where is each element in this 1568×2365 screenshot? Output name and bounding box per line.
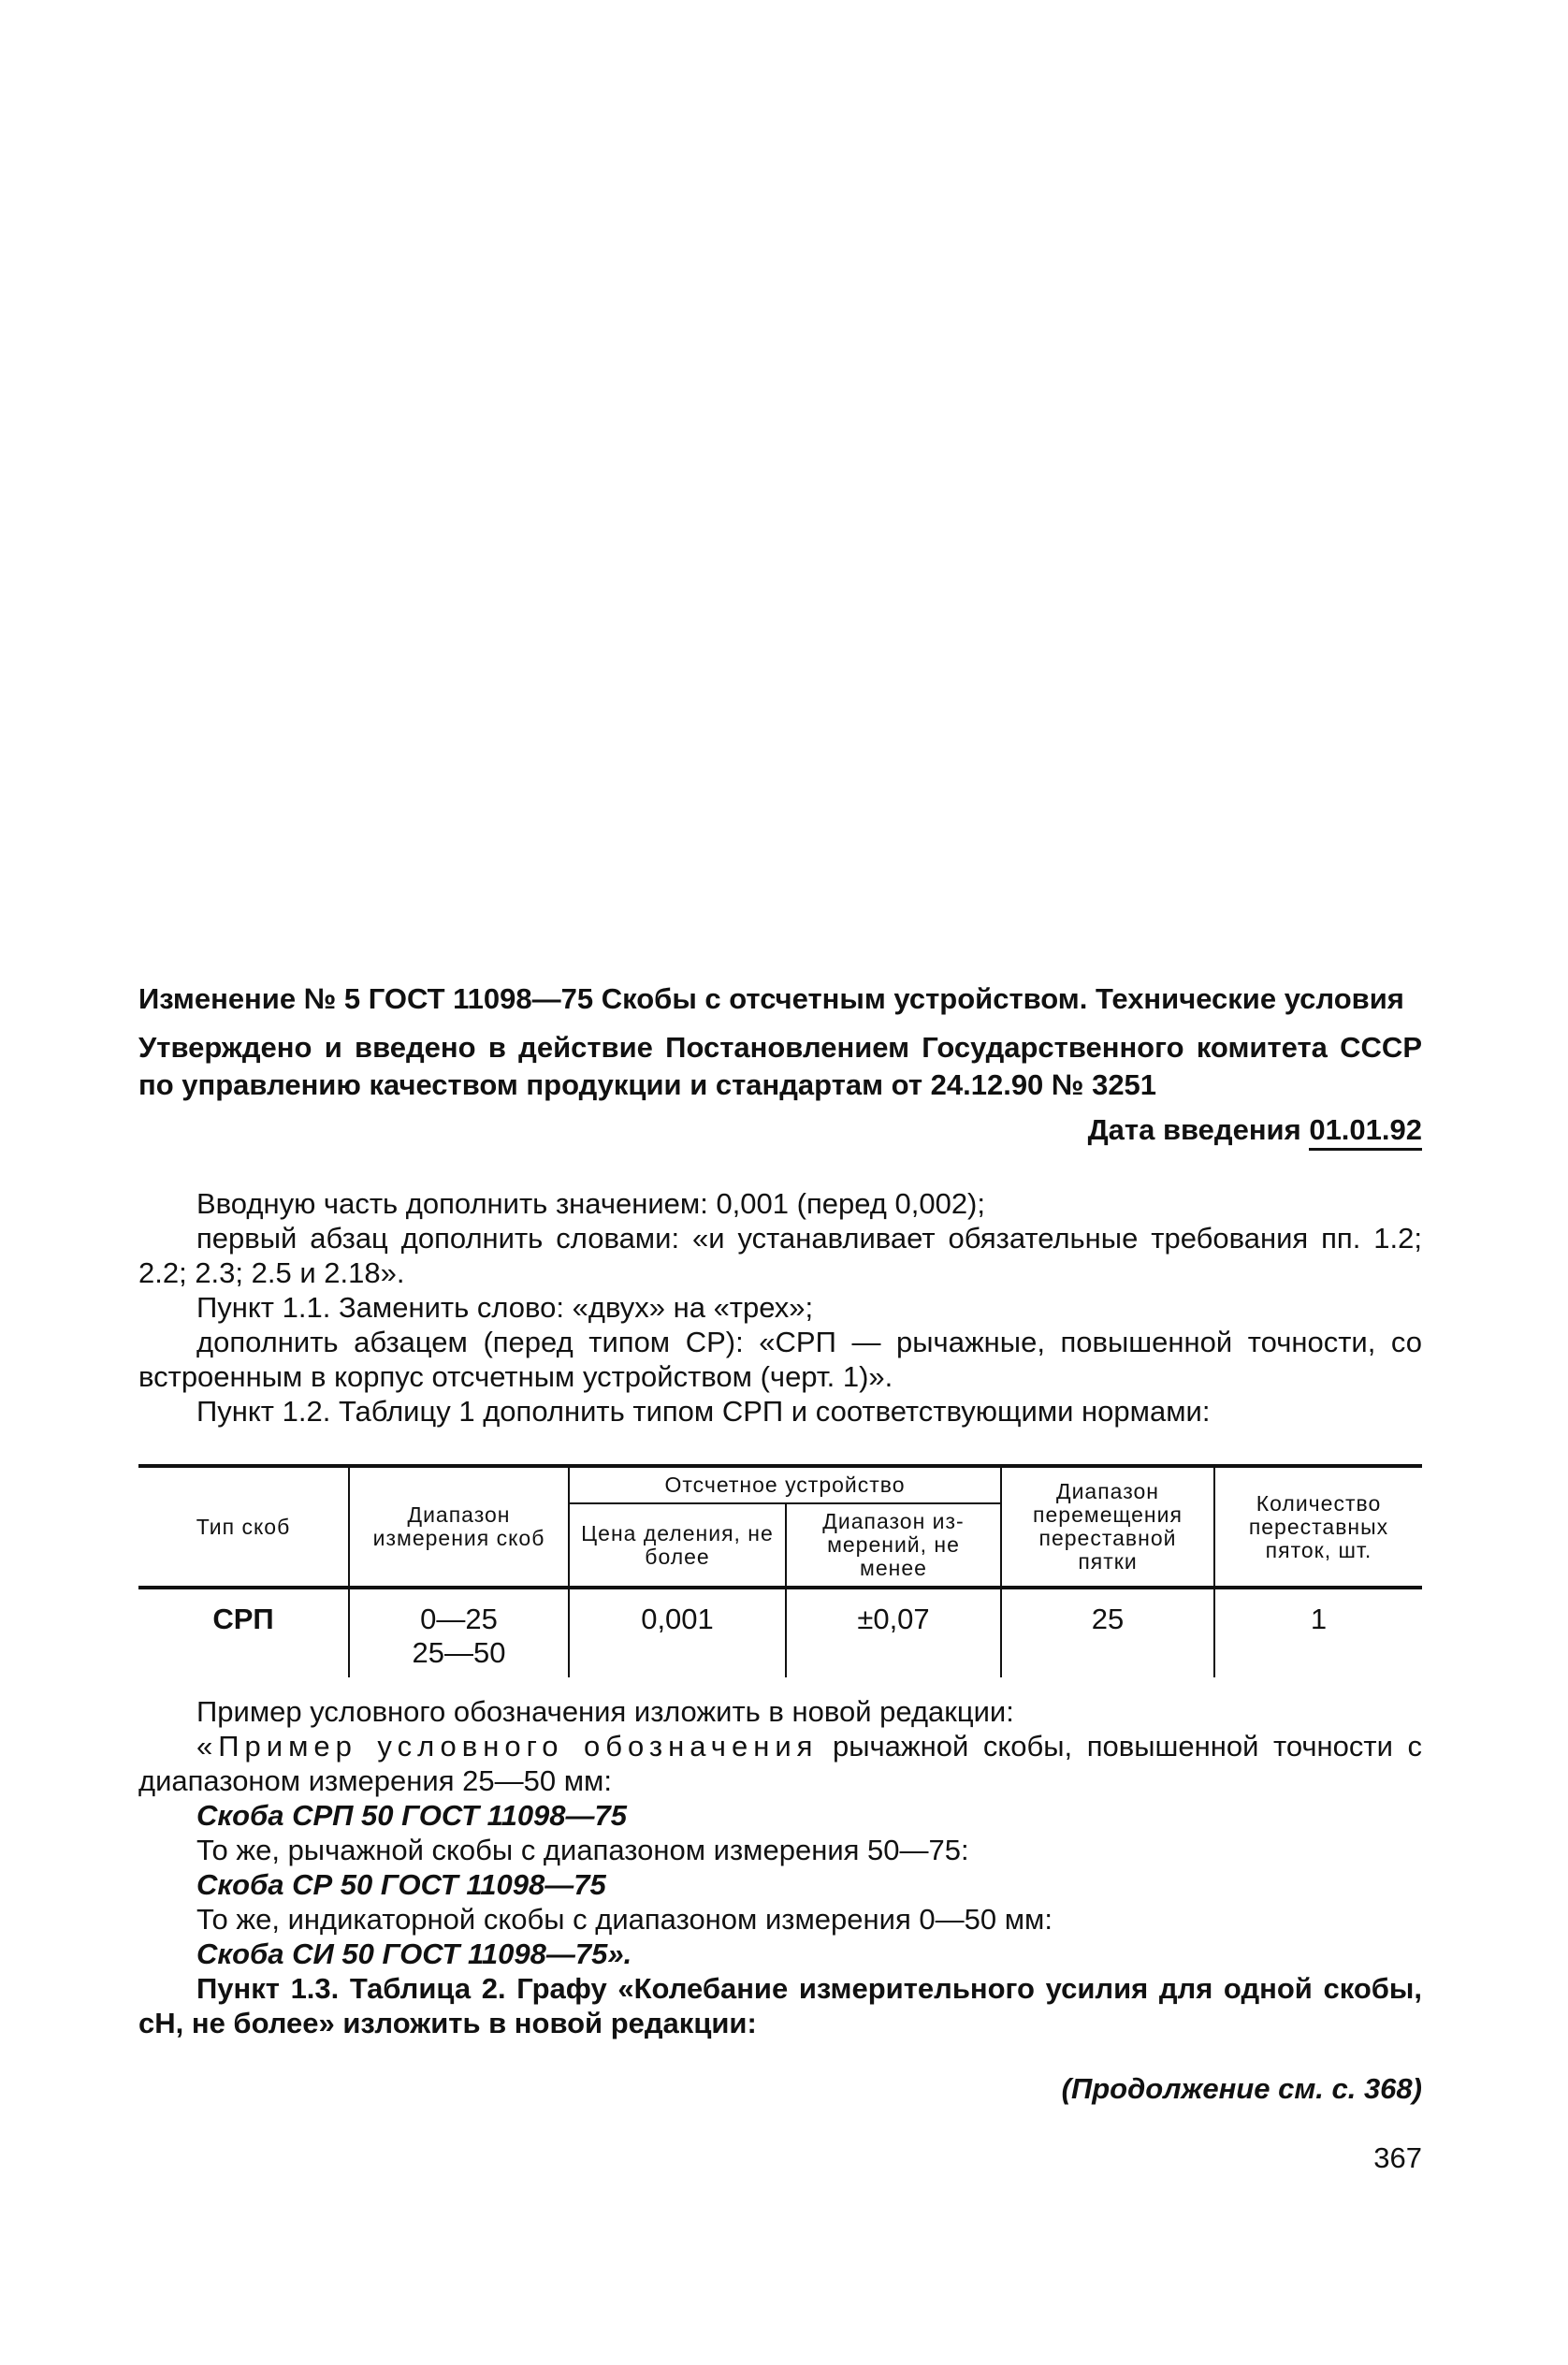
paragraph: Вводную часть дополнить значением: 0,001 (перед 0,002); xyxy=(196,1187,985,1220)
approval-statement: Утверждено и введено в действие Постановлением Государственного комитета СССР по управлению качеством продукции и стандартам от 24.12.90 № 3251 xyxy=(138,1031,1422,1101)
header-heel-travel: Диапазон перемещения переставной пятки xyxy=(1001,1466,1214,1588)
paragraph-text: рычажной скобы, повышенной точности с диапазоном измерения 25—50 мм: xyxy=(138,1730,1422,1797)
effective-date xyxy=(138,1111,1422,1149)
cell-range xyxy=(349,1588,569,1677)
header-meas-range: Диапазон из-мерений, не менее xyxy=(786,1503,1001,1588)
header-reading-device: Отсчетное устройство xyxy=(569,1466,1001,1503)
amendment-title: Изменение № 5 ГОСТ 11098—75 Скобы с отсчетным устройством. Технические условия xyxy=(138,982,1404,1015)
header-type: Тип скоб xyxy=(138,1466,349,1588)
paragraph: первый абзац дополнить словами: «и устанавливает обязательные требования пп. 1.2; 2.2; 2.3; 2.5 и 2.18». xyxy=(138,1222,1422,1289)
table-row xyxy=(138,1588,1422,1677)
cell-division: 0,001 xyxy=(569,1588,786,1677)
paragraph: дополнить абзацем (перед типом СР): «СРП — рычажные, повышенной точности, со встроенным в корпус отсчетным устройством (черт. 1)». xyxy=(138,1326,1422,1393)
designation-example: Скоба СР 50 ГОСТ 11098—75 xyxy=(196,1868,606,1901)
header-heel-count: Количество переставных пяток, шт. xyxy=(1214,1466,1422,1588)
body-text-top xyxy=(138,1186,1422,1429)
date-label: Дата введения xyxy=(1087,1113,1301,1146)
body-text-bottom xyxy=(138,1694,1422,2040)
date-value: 01.01.92 xyxy=(1309,1113,1422,1151)
document-page xyxy=(138,980,1422,2175)
cell-range-line: 25—50 xyxy=(412,1636,506,1669)
paragraph xyxy=(138,1729,1422,1798)
continuation-note: (Продолжение см. с. 368) xyxy=(1061,2072,1422,2105)
cell-range-line: 0—25 xyxy=(420,1603,498,1635)
paragraph: Пункт 1.3. Таблица 2. Графу «Колебание измерительного усилия для одной скобы, сН, не более» изложить в новой редакции: xyxy=(138,1972,1422,2039)
spaced-text: «Пример условного обозначения xyxy=(196,1730,819,1763)
cell-meas-range: ±0,07 xyxy=(786,1588,1001,1677)
header-division: Цена деления, не более xyxy=(569,1503,786,1588)
norms-table xyxy=(138,1464,1422,1677)
paragraph: То же, рычажной скобы с диапазоном измерения 50—75: xyxy=(196,1834,969,1866)
paragraph: Пункт 1.1. Заменить слово: «двух» на «трех»; xyxy=(196,1291,814,1324)
paragraph: Пример условного обозначения изложить в новой редакции: xyxy=(196,1695,1014,1728)
paragraph: То же, индикаторной скобы с диапазоном измерения 0—50 мм: xyxy=(196,1903,1053,1936)
header-range: Диапазон измерения скоб xyxy=(349,1466,569,1588)
cell-heel-count: 1 xyxy=(1214,1588,1422,1677)
designation-example: Скоба СРП 50 ГОСТ 11098—75 xyxy=(196,1799,628,1832)
cell-heel-travel: 25 xyxy=(1001,1588,1214,1677)
designation-example: Скоба СИ 50 ГОСТ 11098—75». xyxy=(196,1937,632,1970)
cell-type: СРП xyxy=(138,1588,349,1677)
paragraph: Пункт 1.2. Таблицу 1 дополнить типом СРП и соответствующими нормами: xyxy=(196,1395,1211,1428)
page-number: 367 xyxy=(1373,2141,1422,2174)
